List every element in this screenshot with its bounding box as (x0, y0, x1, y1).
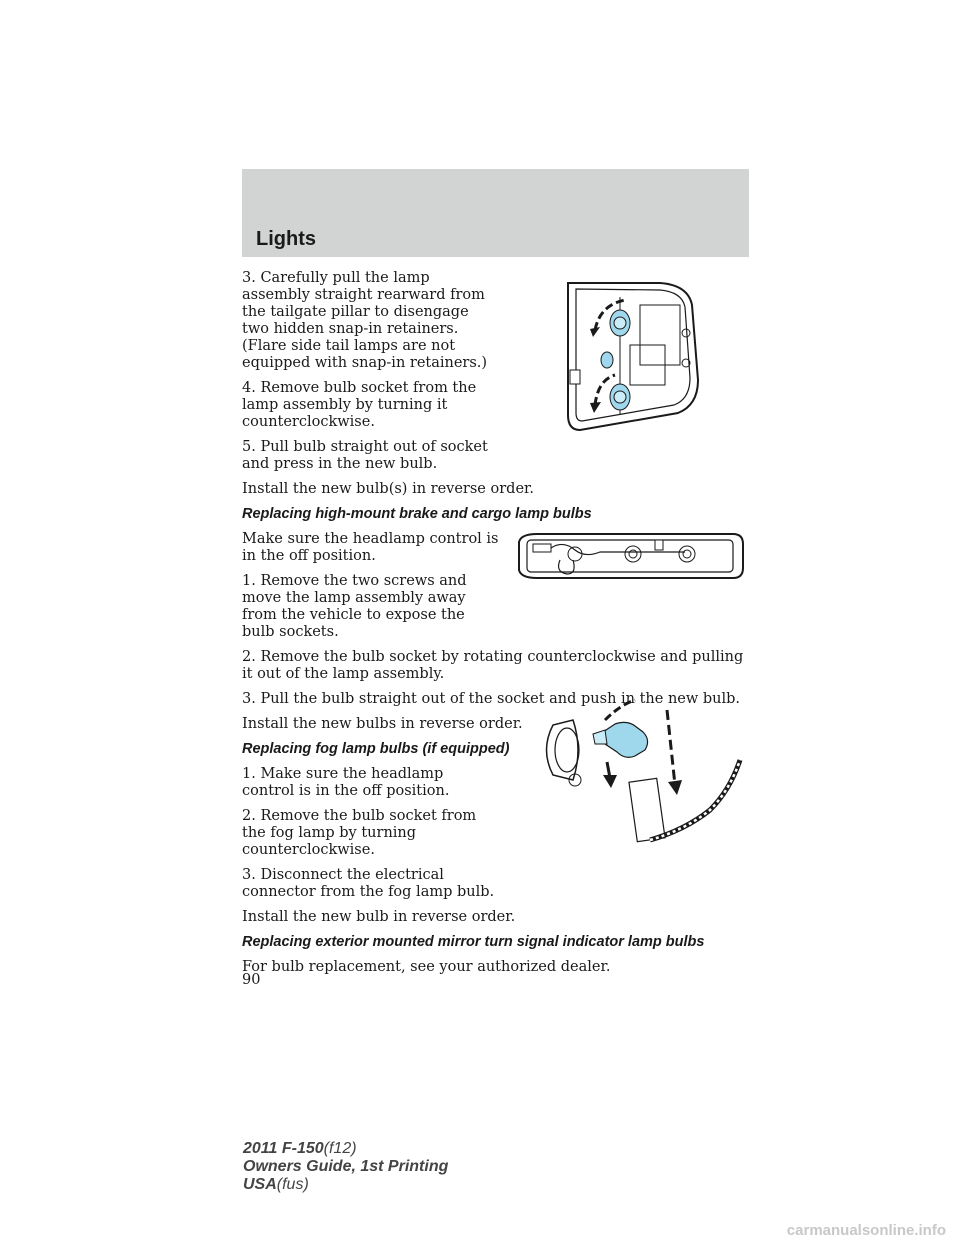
fog-lamp-illustration (535, 690, 750, 860)
fog-step-2: 2. Remove the bulb socket from the fog lamp by turning counterclockwise. (242, 808, 477, 858)
mirror-lamp-heading: Replacing exterior mounted mirror turn signal indicator lamp bulbs (242, 934, 705, 950)
tail-install-note: Install the new bulb(s) in reverse order. (242, 481, 534, 497)
high-mount-step-1: 1. Remove the two screws and move the lamp assembly away from the vehicle to expose the bulb sockets. (242, 573, 467, 640)
section-header-band (242, 169, 749, 257)
page-number: 90 (242, 972, 261, 988)
fog-install-note: Install the new bulb in reverse order. (242, 909, 516, 925)
footer-region: USA (243, 1176, 277, 1193)
tail-step-4: 4. Remove bulb socket from the lamp assembly by turning it counterclockwise. (242, 380, 477, 430)
watermark-text: carmanualsonline.info (786, 1222, 946, 1239)
document-footer (243, 1140, 448, 1194)
tail-step-3: 3. Carefully pull the lamp assembly straight rearward from the tailgate pillar to disengage two hidden snap-in retainers. (Flare side tail lamps are not equipped with snap-in retainers.) (242, 270, 488, 371)
fog-lamp-steps (242, 766, 497, 901)
upper-bulb-socket-icon (610, 310, 630, 336)
middle-bulb-icon (601, 352, 613, 368)
tail-lamp-steps (242, 270, 500, 473)
high-mount-install-note: Install the new bulbs in reverse order. (242, 716, 523, 732)
mirror-lamp-body: For bulb replacement, see your authorized dealer. (242, 959, 611, 975)
footer-guide: Owners Guide, 1st Printing (243, 1158, 449, 1175)
tail-lamp-illustration (560, 275, 705, 435)
fog-step-3: 3. Disconnect the electrical connector from the fog lamp bulb. (242, 867, 495, 900)
tail-step-5: 5. Pull bulb straight out of socket and press in the new bulb. (242, 439, 488, 472)
high-mount-intro: Make sure the headlamp control is in the off position. (242, 531, 499, 564)
footer-region-code: (fus) (276, 1176, 309, 1193)
footer-model: 2011 F-150 (243, 1140, 324, 1157)
fog-bulb-socket-icon (593, 722, 648, 757)
lower-bulb-socket-icon (610, 384, 630, 410)
high-mount-steps (242, 531, 500, 641)
high-mount-lamp-illustration (515, 530, 747, 582)
fog-lamp-heading: Replacing fog lamp bulbs (if equipped) (242, 741, 510, 757)
section-title: Lights (256, 228, 316, 250)
high-mount-step-3: 3. Pull the bulb straight out of the socket and push in the new bulb. (242, 691, 741, 707)
fog-step-1: 1. Make sure the headlamp control is in the off position. (242, 766, 450, 799)
high-mount-heading: Replacing high-mount brake and cargo lamp bulbs (242, 506, 592, 522)
high-mount-step-2: 2. Remove the bulb socket by rotating counterclockwise and pulling it out of the lamp assembly. (242, 649, 744, 682)
footer-model-code: (f12) (323, 1140, 357, 1157)
